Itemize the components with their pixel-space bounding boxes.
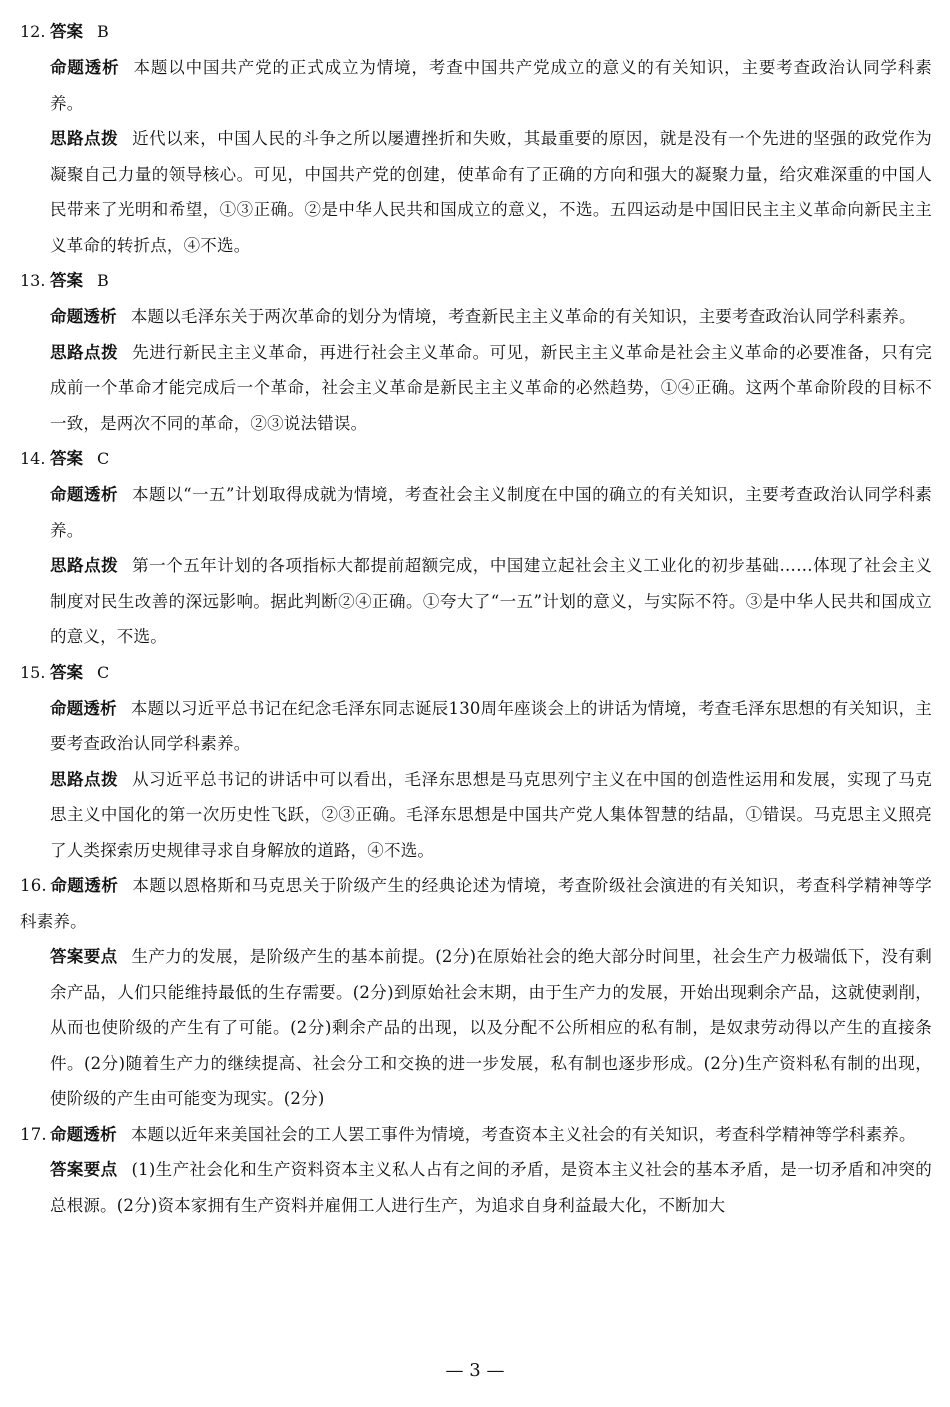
analysis-text: 本题以“一五”计划取得成就为情境，考查社会主义制度在中国的确立的有关知识，主要考查政治认同学科素养。 [50, 485, 932, 540]
question-16 [20, 868, 932, 1117]
key-points-label: 答案要点 [50, 1160, 118, 1179]
approach-text: 近代以来，中国人民的斗争之所以屡遭挫折和失败，其最重要的原因，就是没有一个先进的坚强的政党作为凝聚自己力量的领导核心。可见，中国共产党的创建，使革命有了正确的方向和强大的凝聚力量，给灾难深重的中国人民带来了光明和希望，①③正确。②是中华人民共和国成立的意义，不选。五四运动是中国旧民主主义革命向新民主主义革命的转折点，④不选。 [50, 129, 932, 255]
analysis-paragraph [50, 299, 932, 335]
approach-label: 思路点拨 [50, 129, 119, 148]
analysis-label: 命题透析 [50, 485, 119, 504]
question-number: 16. [20, 876, 47, 895]
question-16-analysis [20, 868, 932, 939]
analysis-paragraph [50, 691, 932, 762]
analysis-paragraph [50, 50, 932, 121]
approach-text: 先进行新民主主义革命，再进行社会主义革命。可见，新民主主义革命是社会主义革命的必要准备，只有完成前一个革命才能完成后一个革命，社会主义革命是新民主主义革命的必然趋势，①④正确。这两个革命阶段的目标不一致，是两次不同的革命，②③说法错误。 [50, 342, 932, 433]
key-points-text: (1)生产社会化和生产资料资本主义私人占有之间的矛盾，是资本主义社会的基本矛盾，是一切矛盾和冲突的总根源。(2分)资本家拥有生产资料并雇佣工人进行生产，为追求自身利益最大化，不断加大 [50, 1160, 932, 1215]
question-14-header [20, 441, 932, 477]
question-15 [20, 655, 932, 869]
analysis-text: 本题以中国共产党的正式成立为情境，考查中国共产党成立的意义的有关知识，主要考查政治认同学科素养。 [50, 58, 932, 113]
answer-value: B [97, 271, 109, 290]
approach-paragraph [50, 762, 932, 869]
question-number: 17. [20, 1124, 47, 1144]
approach-label: 思路点拨 [50, 769, 119, 789]
approach-paragraph [50, 335, 932, 442]
approach-text: 从习近平总书记的讲话中可以看出，毛泽东思想是马克思列宁主义在中国的创造性运用和发展，实现了马克思主义中国化的第一次历史性飞跃，②③正确。毛泽东思想是中国共产党人集体智慧的结晶，①错误。马克思主义照亮了人类探索历史规律寻求自身解放的道路，④不选。 [50, 769, 932, 860]
key-points-paragraph [50, 1152, 932, 1223]
answer-key-content [20, 14, 932, 1223]
answer-value: C [97, 662, 110, 682]
analysis-label: 命题透析 [50, 1124, 117, 1144]
answer-label: 答案 [50, 271, 83, 290]
answer-label: 答案 [50, 449, 83, 468]
analysis-text: 本题以习近平总书记在纪念毛泽东同志诞辰130周年座谈会上的讲话为情境，考查毛泽东思想的有关知识，主要考查政治认同学科素养。 [50, 698, 932, 753]
answer-value: B [97, 22, 109, 41]
question-12 [20, 14, 932, 263]
analysis-text: 本题以毛泽东关于两次革命的划分为情境，考查新民主主义革命的有关知识，主要考查政治认同学科素养。 [130, 307, 916, 326]
answer-label: 答案 [50, 22, 83, 41]
question-14 [20, 441, 932, 655]
approach-text: 第一个五年计划的各项指标大都提前超额完成，中国建立起社会主义工业化的初步基础……体现了社会主义制度对民生改善的深远影响。据此判断②④正确。①夸大了“一五”计划的意义，与实际不符。③是中华人民共和国成立的意义，不选。 [50, 556, 932, 646]
question-number: 14. [20, 449, 46, 468]
question-17-analysis [20, 1117, 932, 1153]
question-15-header [20, 655, 932, 691]
answer-value: C [97, 449, 110, 468]
question-number: 15. [20, 662, 46, 682]
approach-label: 思路点拨 [50, 342, 119, 362]
question-17 [20, 1117, 932, 1224]
question-13 [20, 263, 932, 441]
analysis-text: 本题以近年来美国社会的工人罢工事件为情境，考查资本主义社会的有关知识，考查科学精神等学科素养。 [130, 1124, 916, 1144]
approach-label: 思路点拨 [50, 556, 119, 575]
question-number: 13. [20, 271, 46, 290]
approach-paragraph [50, 121, 932, 263]
answer-label: 答案 [50, 662, 83, 682]
analysis-paragraph [50, 477, 932, 548]
key-points-text: 生产力的发展，是阶级产生的基本前提。(2分)在原始社会的绝大部分时间里，社会生产力极端低下，没有剩余产品，人们只能维持最低的生存需要。(2分)到原始社会末期，由于生产力的发展，开始出现剩余产品，这就使剥削，从而也使阶级的产生有了可能。(2分)剩余产品的出现，以及分配不公所相应的私有制，是奴隶劳动得以产生的直接条件。(2分)随着生产力的继续提高、社会分工和交换的进一步发展，私有制也逐步形成。(2分)生产资料私有制的出现，使阶级的产生由可能变为现实。(2分) [50, 947, 932, 1108]
question-number: 12. [20, 22, 46, 41]
page-number: — 3 — [445, 1360, 505, 1381]
analysis-text: 本题以恩格斯和马克思关于阶级产生的经典论述为情境，考查阶级社会演进的有关知识，考查科学精神等学科素养。 [20, 876, 932, 931]
analysis-label: 命题透析 [50, 307, 117, 326]
key-points-paragraph [50, 939, 932, 1117]
analysis-label: 命题透析 [50, 876, 119, 895]
question-13-header [20, 263, 932, 299]
analysis-label: 命题透析 [50, 698, 117, 718]
analysis-label: 命题透析 [50, 58, 120, 77]
question-12-header [20, 14, 932, 50]
key-points-label: 答案要点 [50, 947, 118, 966]
approach-paragraph [50, 548, 932, 655]
